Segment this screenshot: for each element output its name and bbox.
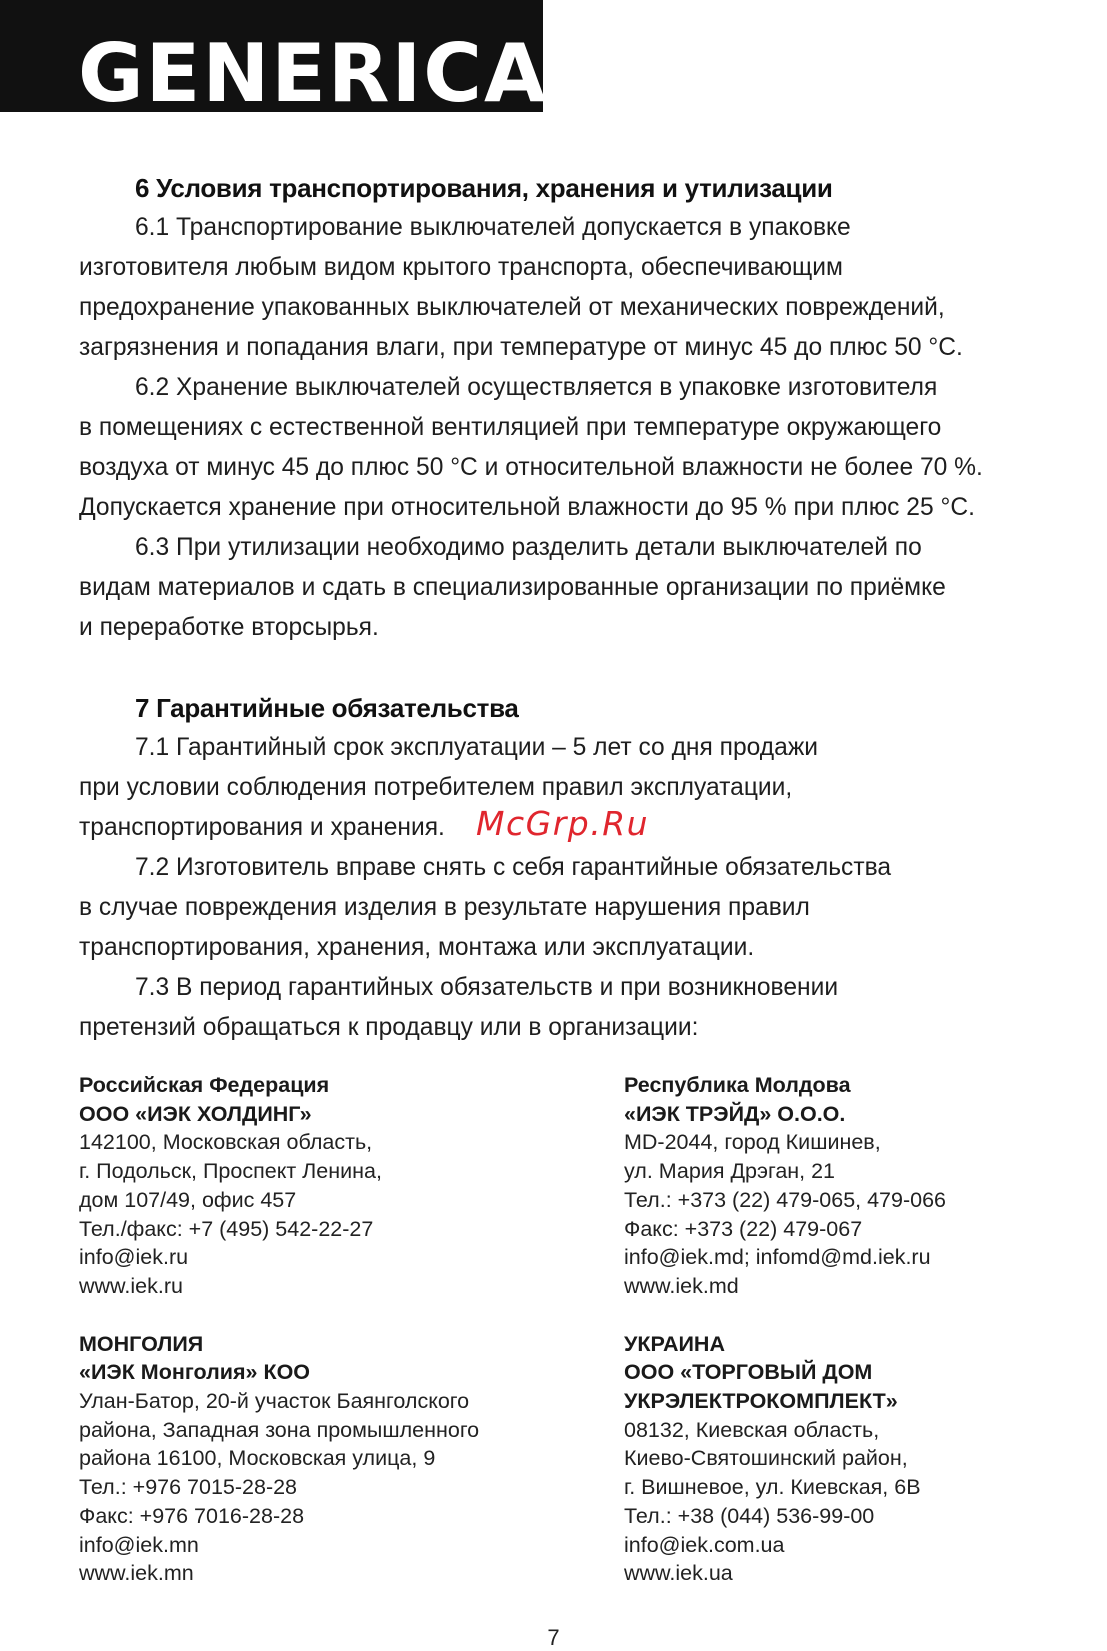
contact-email: info@iek.md; infomd@md.iek.ru	[624, 1245, 931, 1270]
contact-country: МОНГОЛИЯ	[79, 1331, 204, 1356]
contact-website: www.iek.ru	[79, 1273, 183, 1298]
contact-phone: Тел.: +38 (044) 536-99-00	[624, 1503, 875, 1528]
contact-ukraine	[624, 1330, 1084, 1588]
contact-fax: Факс: +976 7016-28-28	[79, 1503, 305, 1528]
brand-logo	[0, 0, 548, 120]
contact-address-line: дом 107/49, офис 457	[79, 1187, 297, 1212]
paragraph-7-3: 7.3 В период гарантийных обязательств и при возникновении претензий обращаться к продавцу или в организации:	[79, 974, 839, 1041]
contact-address-line: района, Западная зона промышленного	[79, 1417, 480, 1442]
contact-address-line: г. Подольск, Проспект Ленина,	[79, 1159, 382, 1184]
paragraph-6-1: 6.1 Транспортирование выключателей допускается в упаковке изготовителя любым видом крытого транспорта, обеспечивающим предохранение упакованных выключателей от механических повреждений, загрязнения и попадания влаги, при температуре от минус 45 до плюс 50 °С.	[79, 214, 963, 361]
contact-moldova	[624, 1071, 1084, 1301]
contact-phone: Тел.: +976 7015-28-28	[79, 1475, 298, 1500]
paragraph-7-1: 7.1 Гарантийный срок эксплуатации – 5 лет со дня продажи при условии соблюдения потребителем правил эксплуатации, транспортирования и хранения.	[79, 734, 819, 841]
paragraph-7-2: 7.2 Изготовитель вправе снять с себя гарантийные обязательства в случае повреждения изделия в результате нарушения правил транспортирования, хранения, монтажа или эксплуатации.	[79, 854, 892, 961]
contact-company: ООО «ТОРГОВЫЙ ДОМ	[624, 1360, 873, 1385]
contact-website: www.iek.mn	[79, 1561, 194, 1586]
contact-mongolia	[79, 1330, 539, 1588]
section-warranty	[79, 688, 1099, 1048]
contacts-left-column	[79, 1071, 539, 1617]
contact-address-line: района 16100, Московская улица, 9	[79, 1446, 436, 1471]
contact-email: info@iek.com.ua	[624, 1532, 785, 1557]
contact-address-line: 142100, Московская область,	[79, 1130, 373, 1155]
section-heading: 7 Гарантийные обязательства	[135, 693, 519, 723]
section-heading: 6 Условия транспортирования, хранения и утилизации	[135, 173, 833, 203]
section-transport-storage	[79, 168, 1099, 648]
contact-country: Российская Федерация	[79, 1073, 330, 1097]
contact-address-line: ул. Мария Дрэган, 21	[624, 1159, 836, 1184]
contact-address-line: Улан-Батор, 20-й участок Баянголского	[79, 1389, 470, 1414]
contact-website: www.iek.ua	[624, 1561, 733, 1586]
contact-russia	[79, 1071, 539, 1301]
page-number: 7	[547, 1625, 560, 1650]
contact-company-cont: УКРЭЛЕКТРОКОМПЛЕКТ»	[624, 1389, 898, 1414]
contact-email: info@iek.mn	[79, 1532, 199, 1557]
contact-address-line: MD-2044, город Кишинев,	[624, 1130, 881, 1155]
watermark: McGrp.Ru	[476, 804, 650, 843]
brand-logo-text: GENERICA	[78, 27, 548, 120]
contact-email: info@iek.ru	[79, 1245, 189, 1270]
contact-fax: Факс: +373 (22) 479-067	[624, 1216, 863, 1241]
contact-country: УКРАИНА	[624, 1331, 725, 1356]
paragraph-6-2: 6.2 Хранение выключателей осуществляется в упаковке изготовителя в помещениях с естественной вентиляцией при температуре окружающего воздуха от минус 45 до плюс 50 °С и относительной влажности не более 70 %. Допускается хранение при относительной влажности до 95 % при плюс 25 °С.	[79, 374, 983, 521]
contacts-right-column	[624, 1071, 1084, 1617]
contact-website: www.iek.md	[624, 1273, 739, 1298]
contact-phone: Тел./факс: +7 (495) 542-22-27	[79, 1216, 374, 1241]
contact-company: «ИЭК ТРЭЙД» О.О.О.	[624, 1101, 846, 1126]
contact-company: «ИЭК Монголия» КОО	[79, 1360, 311, 1385]
contact-phone: Тел.: +373 (22) 479-065, 479-066	[624, 1187, 946, 1212]
contact-address-line: 08132, Киевская область,	[624, 1417, 880, 1442]
contact-address-line: г. Вишневое, ул. Киевская, 6В	[624, 1475, 921, 1500]
contact-country: Республика Молдова	[624, 1073, 851, 1097]
contact-company: ООО «ИЭК ХОЛДИНГ»	[79, 1101, 312, 1126]
paragraph-6-3: 6.3 При утилизации необходимо разделить детали выключателей по видам материалов и сдать в специализированные организации по приёмке и переработке вторсырья.	[79, 534, 946, 641]
contact-address-line: Киево-Святошинский район,	[624, 1446, 908, 1471]
document-body	[79, 168, 1099, 1048]
